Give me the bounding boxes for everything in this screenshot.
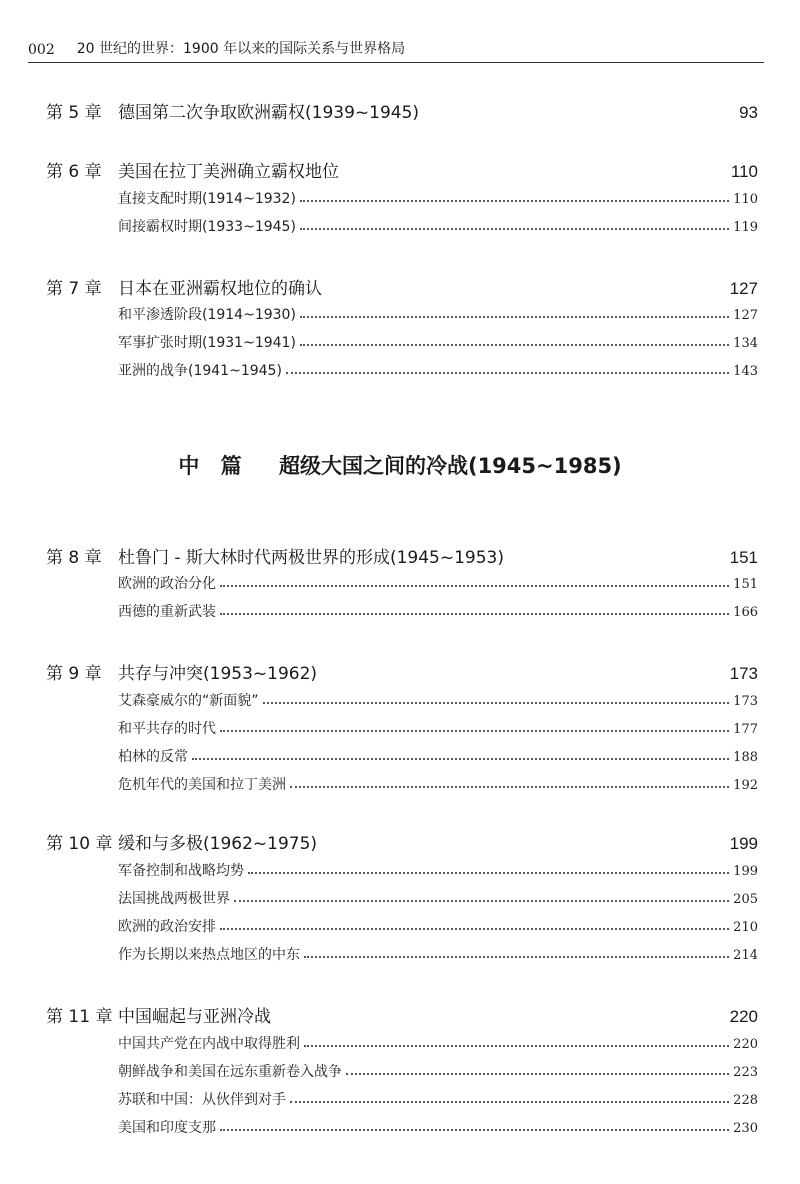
chapter-title: 德国第二次争取欧洲霸权(1939~1945) bbox=[118, 103, 420, 123]
leader-dots bbox=[192, 758, 729, 760]
section-page: 188 bbox=[733, 750, 758, 765]
section-page: 134 bbox=[733, 336, 758, 351]
section-page: 199 bbox=[733, 864, 758, 879]
toc-section[interactable] bbox=[118, 188, 758, 208]
section-page: 223 bbox=[733, 1065, 758, 1080]
leader-dots bbox=[300, 200, 729, 202]
leader-dots bbox=[220, 585, 729, 587]
toc-chapter-11[interactable] bbox=[46, 1002, 758, 1027]
chapter-page: 127 bbox=[729, 279, 758, 298]
section-title: 亚洲的战争(1941~1945) bbox=[118, 363, 282, 379]
part-title: 超级大国之间的冷战(1945~1985) bbox=[278, 454, 622, 478]
chapter-number: 第 9 章 bbox=[46, 664, 102, 684]
chapter-title: 美国在拉丁美洲确立霸权地位 bbox=[118, 162, 339, 182]
toc-section[interactable] bbox=[118, 746, 758, 766]
toc-chapter-7[interactable] bbox=[46, 274, 758, 299]
chapter-number: 第 7 章 bbox=[46, 279, 102, 299]
toc-section[interactable] bbox=[118, 916, 758, 936]
toc-section[interactable] bbox=[118, 1033, 758, 1053]
section-title: 军事扩张时期(1931~1941) bbox=[118, 335, 296, 351]
toc-section[interactable] bbox=[118, 690, 758, 710]
toc-section[interactable] bbox=[118, 774, 758, 794]
leader-dots bbox=[346, 1073, 729, 1075]
section-title: 艾森豪威尔的“新面貌” bbox=[118, 693, 259, 709]
section-page: 119 bbox=[733, 220, 758, 235]
section-title: 直接支配时期(1914~1932) bbox=[118, 191, 296, 207]
section-title: 危机年代的美国和拉丁美洲 bbox=[118, 777, 286, 793]
section-page: 143 bbox=[733, 364, 758, 379]
section-title: 美国和印度支那 bbox=[118, 1120, 216, 1136]
chapter-number: 第 8 章 bbox=[46, 548, 102, 568]
toc-section[interactable] bbox=[118, 718, 758, 738]
chapter-page: 173 bbox=[729, 664, 758, 683]
toc-chapter-8[interactable] bbox=[46, 543, 758, 568]
toc-section[interactable] bbox=[118, 888, 758, 908]
leader-dots bbox=[220, 928, 729, 930]
part-label-1: 中 bbox=[178, 454, 200, 478]
section-page: 127 bbox=[733, 308, 758, 323]
header-book-title: 20 世纪的世界：1900 年以来的国际关系与世界格局 bbox=[76, 41, 406, 57]
section-page: 214 bbox=[733, 948, 758, 963]
toc-section[interactable] bbox=[118, 360, 758, 380]
section-title: 欧洲的政治分化 bbox=[118, 576, 216, 592]
section-page: 151 bbox=[733, 577, 758, 592]
leader-dots bbox=[290, 786, 729, 788]
toc-chapter-6[interactable] bbox=[46, 157, 758, 182]
section-title: 作为长期以来热点地区的中东 bbox=[118, 947, 300, 963]
leader-dots bbox=[304, 1045, 729, 1047]
chapter-title: 日本在亚洲霸权地位的确认 bbox=[118, 279, 322, 299]
section-title: 欧洲的政治安排 bbox=[118, 919, 216, 935]
leader-dots bbox=[300, 228, 729, 230]
leader-dots bbox=[220, 613, 729, 615]
toc-section[interactable] bbox=[118, 860, 758, 880]
section-page: 192 bbox=[733, 778, 758, 793]
leader-dots bbox=[290, 1101, 729, 1103]
toc-section[interactable] bbox=[118, 304, 758, 324]
running-header bbox=[28, 36, 764, 63]
section-page: 228 bbox=[733, 1093, 758, 1108]
chapter-title: 中国崛起与亚洲冷战 bbox=[118, 1007, 271, 1027]
toc-section[interactable] bbox=[118, 1117, 758, 1137]
section-title: 军备控制和战略均势 bbox=[118, 863, 244, 879]
section-title: 中国共产党在内战中取得胜利 bbox=[118, 1036, 300, 1052]
toc-section[interactable] bbox=[118, 944, 758, 964]
toc-section[interactable] bbox=[118, 332, 758, 352]
section-title: 和平渗透阶段(1914~1930) bbox=[118, 307, 296, 323]
part-label-2: 篇 bbox=[220, 454, 242, 478]
section-title: 柏林的反常 bbox=[118, 749, 188, 765]
section-title: 苏联和中国：从伙伴到对手 bbox=[118, 1092, 286, 1108]
section-page: 173 bbox=[733, 694, 758, 709]
toc-section[interactable] bbox=[118, 216, 758, 236]
leader-dots bbox=[263, 702, 730, 704]
chapter-page: 110 bbox=[730, 162, 758, 181]
section-title: 西德的重新武装 bbox=[118, 604, 216, 620]
section-title: 朝鲜战争和美国在远东重新卷入战争 bbox=[118, 1064, 342, 1080]
leader-dots bbox=[304, 956, 729, 958]
section-page: 230 bbox=[733, 1121, 758, 1136]
chapter-title: 缓和与多极(1962~1975) bbox=[118, 834, 318, 854]
section-title: 间接霸权时期(1933~1945) bbox=[118, 219, 296, 235]
chapter-number: 第 11 章 bbox=[46, 1007, 113, 1027]
chapter-page: 93 bbox=[739, 103, 758, 122]
chapter-number: 第 5 章 bbox=[46, 103, 102, 123]
toc-section[interactable] bbox=[118, 1061, 758, 1081]
leader-dots bbox=[220, 1129, 729, 1131]
part-heading bbox=[0, 450, 800, 480]
section-page: 220 bbox=[733, 1037, 758, 1052]
leader-dots bbox=[248, 872, 729, 874]
section-title: 法国挑战两极世界 bbox=[118, 891, 230, 907]
leader-dots bbox=[220, 730, 729, 732]
toc-section[interactable] bbox=[118, 1089, 758, 1109]
chapter-title: 共存与冲突(1953~1962) bbox=[118, 664, 318, 684]
section-page: 177 bbox=[733, 722, 758, 737]
leader-dots bbox=[300, 344, 729, 346]
section-page: 205 bbox=[733, 892, 758, 907]
toc-chapter-9[interactable] bbox=[46, 659, 758, 684]
toc-section[interactable] bbox=[118, 601, 758, 621]
toc-section[interactable] bbox=[118, 573, 758, 593]
chapter-page: 151 bbox=[729, 548, 758, 567]
chapter-title: 杜鲁门 - 斯大林时代两极世界的形成(1945~1953) bbox=[118, 548, 504, 568]
section-page: 210 bbox=[733, 920, 758, 935]
chapter-page: 199 bbox=[729, 834, 758, 853]
chapter-page: 220 bbox=[729, 1007, 758, 1026]
toc-chapter-10[interactable] bbox=[46, 829, 758, 854]
section-title: 和平共存的时代 bbox=[118, 721, 216, 737]
chapter-number: 第 10 章 bbox=[46, 834, 113, 854]
section-page: 166 bbox=[733, 605, 758, 620]
leader-dots bbox=[286, 372, 729, 374]
chapter-number: 第 6 章 bbox=[46, 162, 102, 182]
toc-chapter-5[interactable] bbox=[46, 98, 758, 123]
leader-dots bbox=[300, 316, 729, 318]
section-page: 110 bbox=[733, 192, 758, 207]
header-page-number: 002 bbox=[28, 42, 55, 58]
leader-dots bbox=[234, 900, 729, 902]
